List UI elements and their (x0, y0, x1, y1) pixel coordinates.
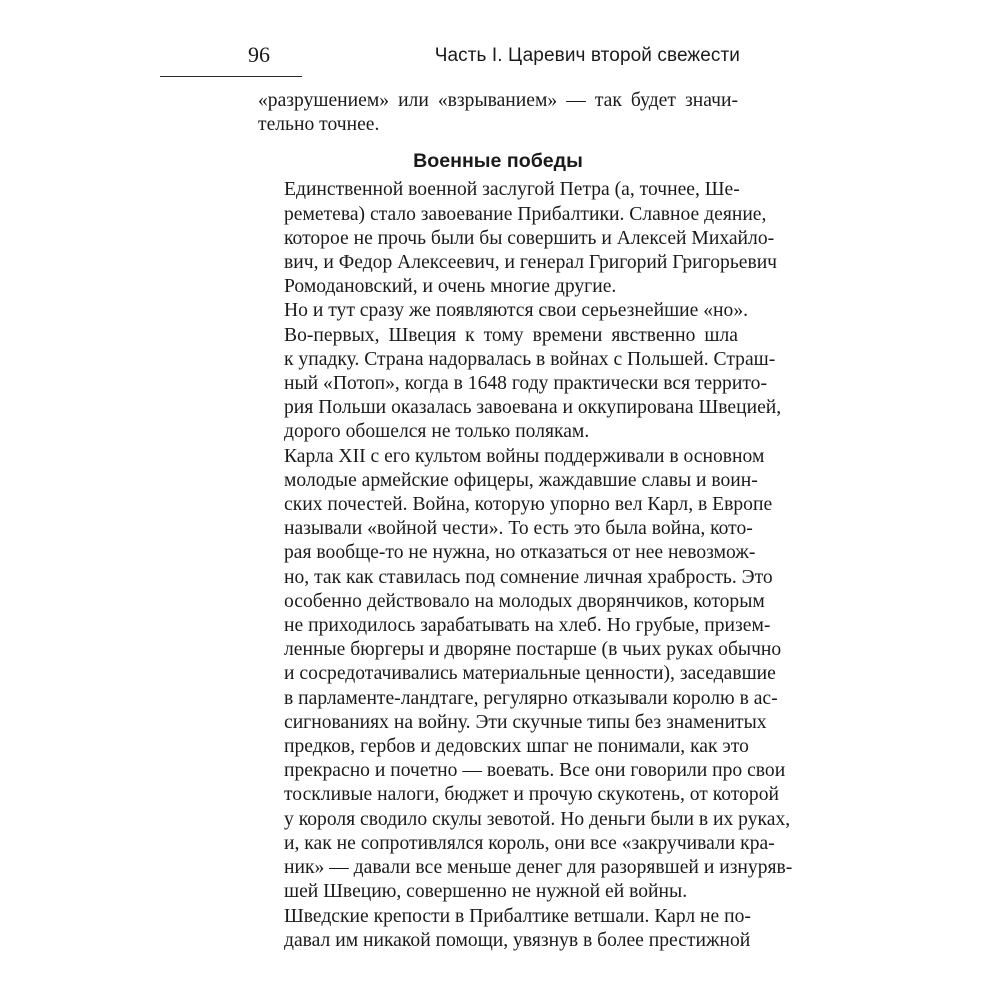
text-line: предков, гербов и дедовских шпаг не понимали, как это (284, 736, 749, 758)
text-line: реметева) стало завоевание Прибалтики. Славное деяние, (284, 203, 767, 225)
text-line: вич, и Федор Алексеевич, и генерал Григорий Григорьевич (284, 252, 778, 274)
text-line: к упадку. Страна надорвалась в войнах с Польшей. Страш- (284, 348, 776, 370)
header-rule (160, 76, 302, 77)
text-line: и, как не сопротивлялся король, они все «закручивали кра- (284, 832, 775, 854)
paragraph-2 (258, 299, 749, 323)
running-head: Часть I. Царевич второй свежести (434, 45, 740, 66)
text-line: тоскливые налоги, бюджет и прочую скукотень, от которой (284, 784, 780, 806)
text-line: ник» — давали все меньше денег для разорявшей и изнуряв- (284, 857, 793, 879)
text-line: Во-первых, Швеция к тому времени явственно шла (284, 324, 738, 346)
text-line: Ромодановский, и очень многие другие. (284, 276, 617, 298)
text-line: молодые армейские офицеры, жаждавшие славы и воин- (284, 469, 758, 491)
text-line: не приходилось зарабатывать на хлеб. Но грубые, призем- (284, 615, 771, 637)
text-line: особенно действовало на молодых дворянчиков, которым (284, 590, 765, 612)
text-line: рия Польши оказалась завоевана и оккупирована Швецией, (284, 397, 782, 419)
section-heading: Военные победы (413, 150, 583, 173)
text-line: давал им никакой помощи, увязнув в более престижной (284, 929, 751, 951)
page-number: 96 (248, 42, 270, 67)
text-line: которое не прочь были бы совершить и Алексей Михайло- (284, 227, 775, 249)
text-line: и сосредотачивались материальные ценности), заседавшие (284, 663, 776, 685)
text-line: Карла XII с его культом войны поддерживали в основном (284, 445, 765, 467)
text-line: ских почестей. Война, которую упорно вел Карл, в Европе (284, 494, 773, 516)
paragraph-3 (258, 324, 782, 445)
text-line: у короля сводило скулы зевотой. Но деньги были в их руках, (284, 808, 791, 830)
text-line: тельно точнее. (258, 114, 380, 136)
text-line: но, так как ставилась под сомнение личная храбрость. Это (284, 566, 773, 588)
paragraph-1 (258, 178, 778, 299)
paragraph-4 (258, 445, 793, 905)
text-line: «разрушением» или «взрыванием» — так будет значи- (258, 90, 738, 111)
text-line: сигнованиях на войну. Эти скучные типы без знаменитых (284, 711, 767, 733)
body-text (258, 89, 793, 953)
text-line: ленные бюргеры и дворяне постарше (в чьих руках обычно (284, 639, 782, 661)
paragraph-5 (258, 905, 751, 953)
text-line: называли «войной чести». То есть это была война, кото- (284, 518, 753, 540)
text-line: ный «Потоп», когда в 1648 году практически вся террито- (284, 373, 767, 395)
text-line: дорого обошелся не только полякам. (284, 421, 590, 443)
text-line: в парламенте-ландтаге, регулярно отказывали королю в ас- (284, 687, 778, 709)
text-line: Но и тут сразу же появляются свои серьезнейшие «но». (284, 300, 749, 322)
opening-paragraph (258, 89, 738, 137)
text-line: Единственной военной заслугой Петра (а, точнее, Ше- (284, 179, 740, 201)
text-line: Шведские крепости в Прибалтике ветшали. Карл не по- (284, 905, 751, 927)
text-line: шей Швецию, совершенно не нужной ей войны. (284, 881, 688, 903)
text-line: рая вообще-то не нужна, но отказаться от нее невозмож- (284, 542, 756, 564)
text-line: прекрасно и почетно — воевать. Все они говорили про свои (284, 760, 786, 782)
